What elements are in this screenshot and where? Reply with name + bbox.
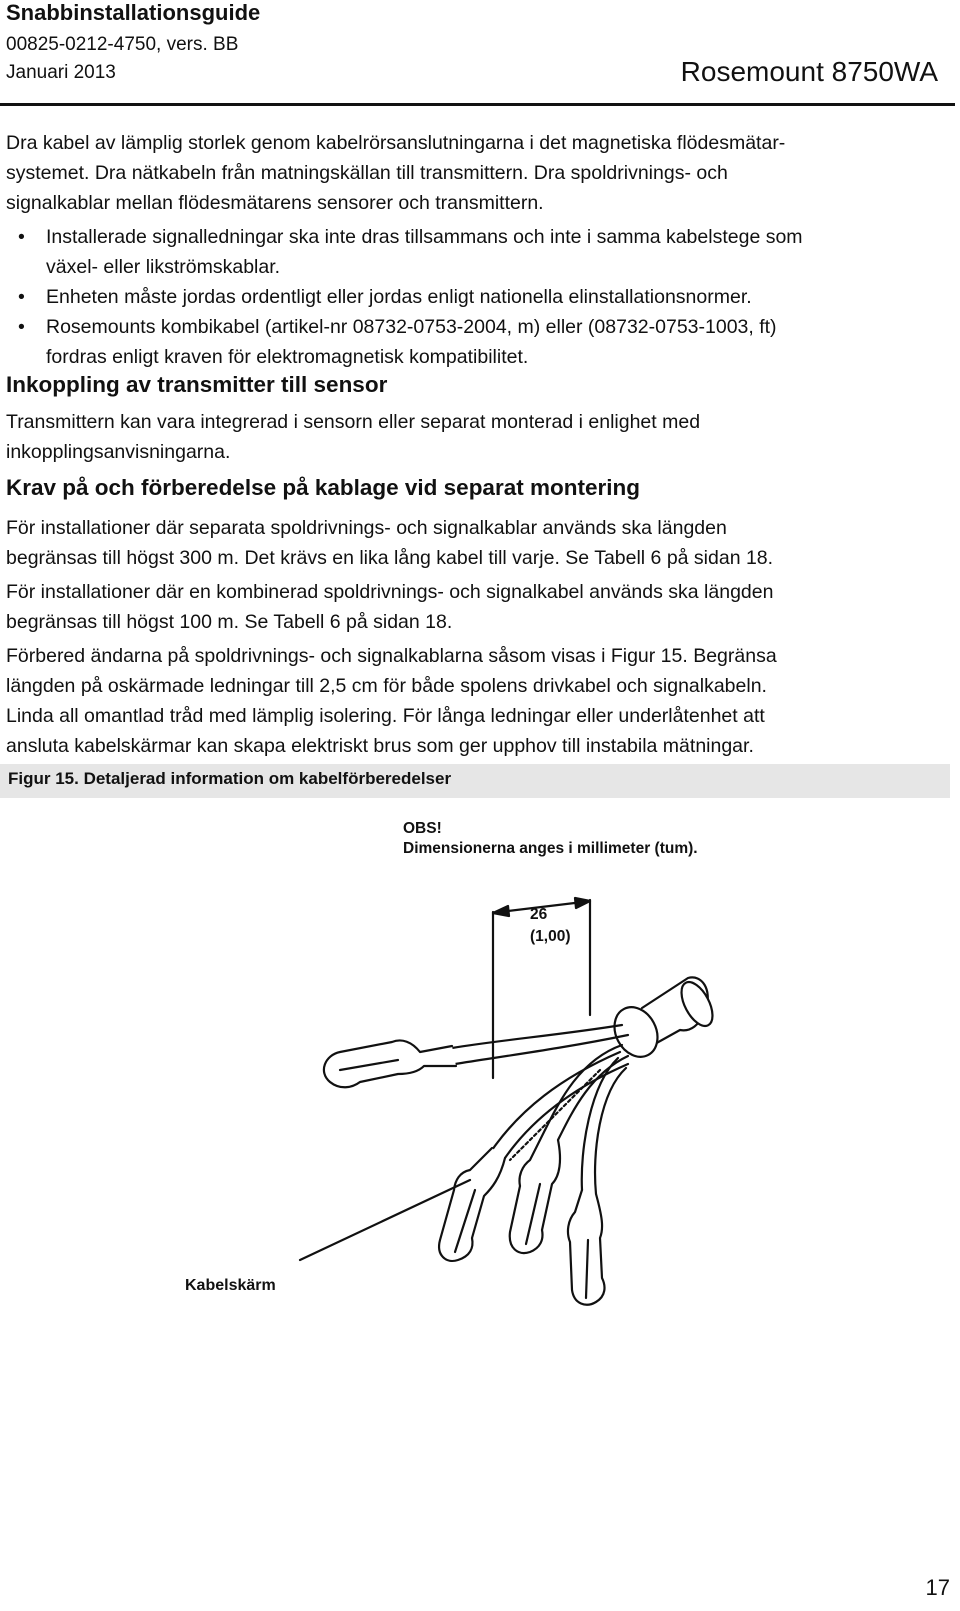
section-heading-cable-requirements: Krav på och förberedelse på kablage vid separat montering <box>6 475 640 500</box>
spade-terminal-1 <box>324 1040 456 1087</box>
section1-line-1: Transmittern kan vara integrerad i sensorn eller separat monterad i enlighet med <box>6 411 701 433</box>
figure-note-text: Dimensionerna anges i millimeter (tum). <box>403 840 698 857</box>
bullet-3-line-2: fordras enligt kraven för elektromagnetisk kompatibilitet. <box>46 346 529 368</box>
wire-lower-2 <box>505 1064 628 1158</box>
guide-title: Snabbinstallationsguide <box>6 0 261 25</box>
section2-p3-line-1: Förbered ändarna på spoldrivnings- och signalkablarna såsom visas i Figur 15. Begränsa <box>6 645 777 667</box>
section2-p3-line-4: ansluta kabelskärmar kan skapa elektriskt brus som ger upphov till instabila mätningar. <box>6 735 754 757</box>
section2-p3-line-2: längden på oskärmade ledningar till 2,5 cm för både spolens drivkabel och signalkabeln. <box>6 675 767 697</box>
dimension-value: 26 <box>530 906 548 923</box>
figure-note-title: OBS! <box>403 820 442 837</box>
bullet-item-signal-wiring <box>18 222 960 282</box>
figure-caption: Figur 15. Detaljerad information om kabelförberedelser <box>8 769 452 788</box>
section2-p2-line-2: begränsas till högst 100 m. Se Tabell 6 på sidan 18. <box>6 611 453 633</box>
product-name: Rosemount 8750WA <box>680 56 938 87</box>
header-divider <box>0 103 955 106</box>
bullet-3-line-1: Rosemounts kombikabel (artikel-nr 08732-0753-2004, m) eller (08732-0753-1003, ft) <box>46 316 777 338</box>
document-date: Januari 2013 <box>6 62 116 83</box>
section-heading-transmitter-to-sensor: Inkoppling av transmitter till sensor <box>6 372 388 397</box>
intro-line-1: Dra kabel av lämplig storlek genom kabelrörsanslutningarna i det magnetiska flödesmätar- <box>6 132 786 154</box>
document-number: 00825-0212-4750, vers. BB <box>6 34 239 55</box>
bullet-item-grounding <box>18 282 960 312</box>
spade-terminal-2 <box>439 1148 505 1261</box>
bullet-marker: • <box>18 226 25 248</box>
wire-upper-1 <box>452 1025 622 1048</box>
bullet-marker: • <box>18 286 25 308</box>
intro-line-2: systemet. Dra nätkabeln från matningskällan till transmittern. Dra spoldrivnings- och <box>6 162 728 184</box>
section2-p3-line-3: Linda all omantlad tråd med lämplig isolering. För långa ledningar eller underlåtenhet att <box>6 705 765 727</box>
section2-p2-line-1: För installationer där en kombinerad spoldrivnings- och signalkabel används ska längden <box>6 581 774 603</box>
section2-p1-line-2: begränsas till högst 300 m. Det krävs en lika lång kabel till varje. Se Tabell 6 på sidan 18. <box>6 547 774 569</box>
wire-lower-1 <box>492 1052 620 1150</box>
section1-line-2: inkopplingsanvisningarna. <box>6 441 231 463</box>
dimension-inch: (1,00) <box>530 928 571 945</box>
dimension-arrow-right <box>575 898 590 908</box>
cable-preparation-illustration <box>0 860 960 1320</box>
bullet-item-combination-cable <box>18 312 960 372</box>
bullet-marker: • <box>18 316 25 338</box>
section2-p1-line-1: För installationer där separata spoldrivnings- och signalkablar används ska längden <box>6 517 727 539</box>
page-number: 17 <box>925 1575 950 1600</box>
spade-terminal-3 <box>510 1130 560 1253</box>
bullet-1-line-2: växel- eller likströmskablar. <box>46 256 281 278</box>
bullet-1-line-1: Installerade signalledningar ska inte dras tillsammans och inte i samma kabelstege som <box>46 226 803 248</box>
bullet-2-line-1: Enheten måste jordas ordentligt eller jordas enligt nationella elinstallationsnormer. <box>46 286 752 308</box>
intro-line-3: signalkablar mellan flödesmätarens sensorer och transmittern. <box>6 192 544 214</box>
cable-shield-label: Kabelskärm <box>185 1277 276 1294</box>
dimension-arrow-left <box>493 906 509 916</box>
